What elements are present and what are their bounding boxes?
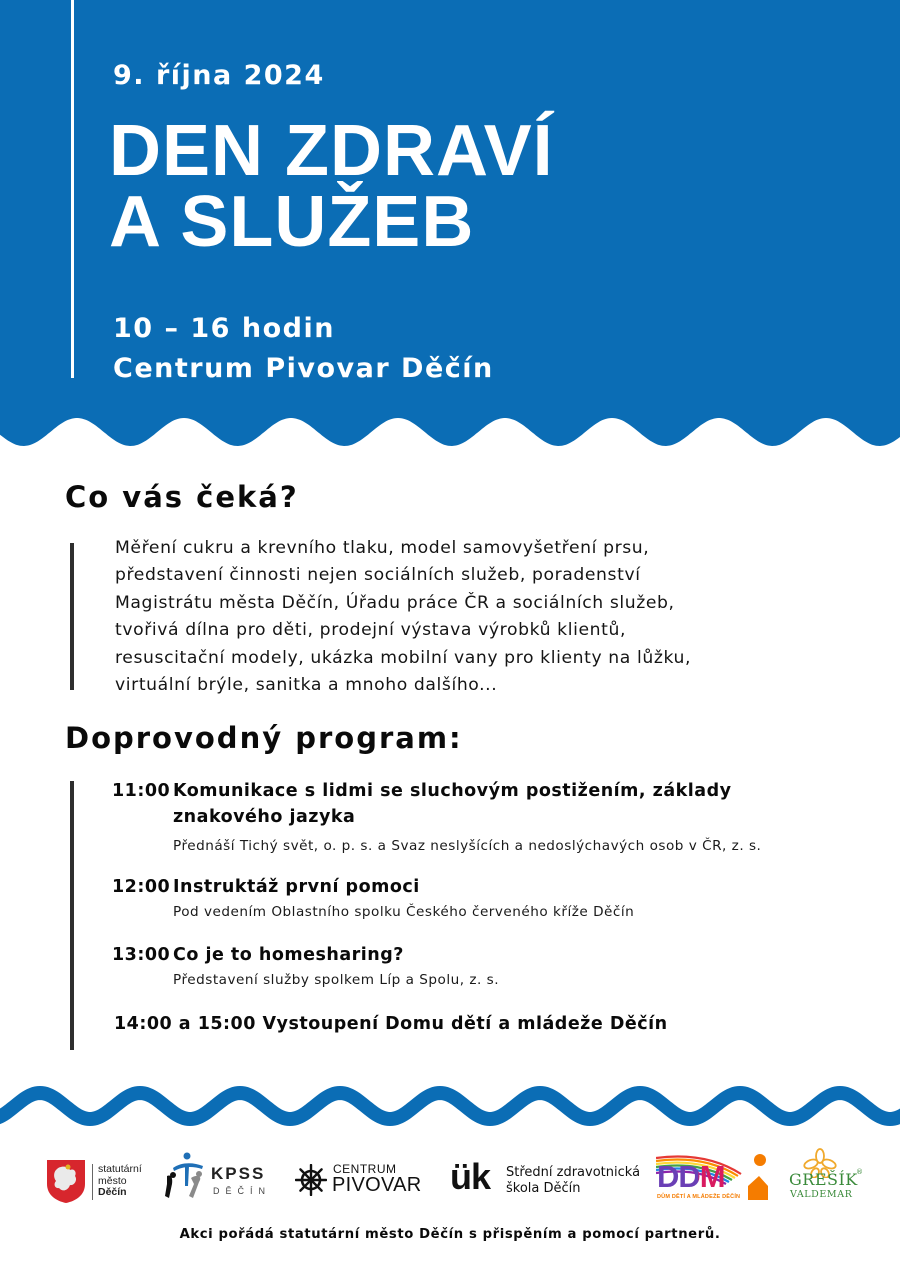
- program-title: Komunikace s lidmi se sluchovým postižením, základy: [173, 781, 732, 801]
- kpss-sub: DĚČÍN: [213, 1186, 272, 1196]
- program-description: Pod vedením Oblastního spolku Českého červeného kříže Děčín: [173, 904, 635, 920]
- program-time: 14:00 a 15:00: [114, 1014, 256, 1034]
- logo-szs-decin: [450, 1156, 650, 1202]
- decin-line1: statutární: [98, 1163, 142, 1175]
- pivovar-line1: CENTRUM: [333, 1162, 397, 1176]
- what-awaits-bar: [70, 543, 74, 690]
- program-item: [112, 778, 761, 854]
- gresik-line2: VALDEMAR: [790, 1189, 853, 1200]
- program-time: 13:00: [112, 945, 171, 965]
- program-heading: Doprovodný program:: [65, 721, 463, 755]
- ddm-sub: DŮM DĚTÍ A MLÁDEŽE DĚČÍN: [657, 1194, 741, 1200]
- event-hours: 10 – 16 hodin: [113, 313, 335, 344]
- text-line: resuscitační modely, ukázka mobilní vany pro klienty na lůžku,: [115, 647, 692, 668]
- gresik-reg: ®: [856, 1168, 863, 1176]
- decin-coat-of-arms-icon: [46, 1158, 86, 1204]
- event-title-line2: A SLUŽEB: [109, 182, 475, 262]
- kpss-figures-icon: [163, 1152, 209, 1204]
- event-time-venue: [113, 309, 494, 389]
- program-description: Přednáší Tichý svět, o. p. s. a Svaz neslyšících a nedoslýchavých osob v ČR, z. s.: [173, 838, 762, 854]
- event-title-line1: DEN ZDRAVÍ: [109, 111, 554, 191]
- program-time: 12:00: [112, 877, 171, 897]
- event-date: 9. října 2024: [113, 60, 325, 91]
- logo-gresik-valdemar: [786, 1148, 866, 1206]
- program-time: 11:00: [112, 781, 171, 801]
- what-awaits-heading: Co vás čeká?: [65, 480, 299, 514]
- header-banner: [0, 0, 900, 450]
- text-line: Měření cukru a krevního tlaku, model samovyšetření prsu,: [115, 538, 650, 558]
- ddm-mark-text: DDM: [657, 1159, 725, 1194]
- footer-wave-decoration: [0, 1078, 900, 1134]
- organizer-footer-note: Akci pořádá statutární město Děčín s přispěním a pomocí partnerů.: [179, 1227, 721, 1242]
- ddm-mark: [657, 1160, 725, 1194]
- text-line: představení činnosti nejen sociálních služeb, poradenství: [115, 565, 641, 586]
- text-line: tvořivá dílna pro děti, prodejní výstava výrobků klientů,: [115, 620, 627, 641]
- program-item: [112, 942, 499, 988]
- text-line: virtuální brýle, sanitka a mnoho dalšího...: [115, 674, 498, 695]
- szs-line2: škola Děčín: [506, 1181, 581, 1196]
- pivovar-line2: PIVOVAR: [332, 1174, 422, 1196]
- program-title-cont: znakového jazyka: [173, 807, 356, 827]
- event-venue: Centrum Pivovar Děčín: [113, 353, 494, 384]
- szs-mark: ük: [450, 1156, 491, 1197]
- program-title: Co je to homesharing?: [173, 945, 404, 965]
- szs-line1: Střední zdravotnická: [506, 1165, 641, 1180]
- kpss-name: KPSS: [211, 1164, 266, 1183]
- logo-ddm: [656, 1154, 768, 1204]
- what-awaits-text: [115, 535, 691, 699]
- event-title: [109, 111, 554, 262]
- decin-line2: město: [98, 1174, 127, 1187]
- text-line: Magistrátu města Děčín, Úřadu práce ČR a sociálních služeb,: [115, 592, 675, 613]
- program-description: Představení služby spolkem Líp a Spolu, z. s.: [173, 972, 500, 988]
- logo-kpss: [163, 1152, 272, 1206]
- program-title: Instruktáž první pomoci: [173, 877, 420, 897]
- logo-centrum-pivovar: [295, 1162, 425, 1202]
- program-bar: [70, 781, 74, 1050]
- program-item: [112, 874, 634, 920]
- partner-logos: [0, 1148, 900, 1208]
- logo-decin: [46, 1158, 166, 1202]
- decin-line3: Děčín: [98, 1186, 127, 1198]
- ship-wheel-icon: [295, 1164, 327, 1196]
- program-title: Vystoupení Domu dětí a mládeže Děčín: [262, 1014, 668, 1034]
- header-vertical-line: [71, 0, 74, 378]
- gresik-line1: GREŠÍK: [789, 1170, 858, 1189]
- program-item: [114, 1011, 668, 1037]
